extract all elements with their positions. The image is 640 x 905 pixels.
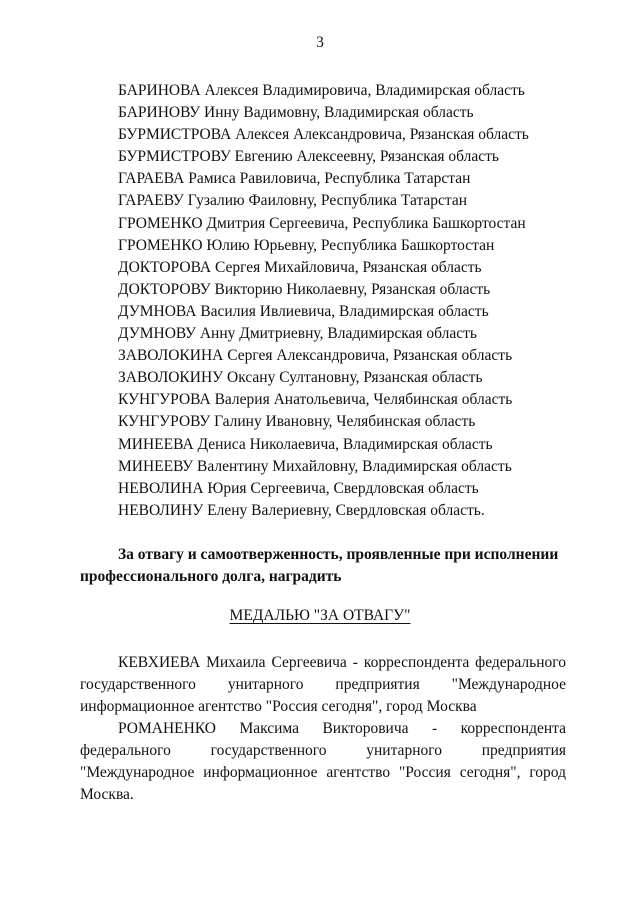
list-item: БУРМИСТРОВУ Евгению Алексеевну, Рязанская область <box>118 148 499 166</box>
list-item: ГРОМЕНКО Дмитрия Сергеевича, Республика Башкортостан <box>118 214 526 232</box>
list-item: МИНЕЕВУ Валентину Михайловну, Владимирская область <box>118 457 512 475</box>
decree-paragraph: За отвагу и самоотверженность, проявленные при исполнении профессионального долга, наградить <box>80 546 559 585</box>
list-item: ДОКТОРОВУ Викторию Николаевну, Рязанская область <box>118 280 491 298</box>
list-item: ДУМНОВА Василия Ивлиевича, Владимирская область <box>118 302 489 320</box>
list-item: КУНГУРОВУ Галину Ивановну, Челябинская область <box>118 413 476 431</box>
list-item: ГАРАЕВУ Гузалию Фаиловну, Республика Татарстан <box>118 192 468 210</box>
list-item: ЗАВОЛОКИНА Сергея Александровича, Рязанская область <box>118 347 513 365</box>
list-item: ГАРАЕВА Рамиса Равиловича, Республика Татарстан <box>118 170 471 188</box>
list-item: НЕВОЛИНА Юрия Сергеевича, Свердловская область <box>118 479 479 497</box>
awardee-paragraph: КЕВХИЕВА Михаила Сергеевича - корреспондента федерального государственного унитарного предприятия "Международное информационное агентство "Россия сегодня", город Москва <box>80 654 566 715</box>
list-item: БУРМИСТРОВА Алексея Александровича, Рязанская область <box>118 126 529 144</box>
list-item: НЕВОЛИНУ Елену Валериевну, Свердловская область. <box>118 501 485 519</box>
list-item: КУНГУРОВА Валерия Анатольевича, Челябинская область <box>118 391 513 409</box>
page-number: 3 <box>316 34 324 51</box>
names-list <box>118 80 529 522</box>
awardee-paragraph: РОМАНЕНКО Максима Викторовича - корреспондента федерального государственного унитарного предприятия "Международное информационное агентство "Россия сегодня", город Москва. <box>80 720 566 803</box>
list-item: МИНЕЕВА Дениса Николаевича, Владимирская область <box>118 435 493 453</box>
list-item: БАРИНОВУ Инну Вадимовну, Владимирская область <box>118 104 474 122</box>
list-item: ДУМНОВУ Анну Дмитриевну, Владимирская область <box>118 325 478 343</box>
list-item: ДОКТОРОВА Сергея Михайловича, Рязанская область <box>118 258 482 276</box>
medal-heading: МЕДАЛЬЮ "ЗА ОТВАГУ" <box>229 607 411 624</box>
list-item: ГРОМЕНКО Юлию Юрьевну, Республика Башкортостан <box>118 236 495 254</box>
list-item: ЗАВОЛОКИНУ Оксану Султановну, Рязанская область <box>118 369 483 387</box>
list-item: БАРИНОВА Алексея Владимировича, Владимирская область <box>118 82 525 99</box>
